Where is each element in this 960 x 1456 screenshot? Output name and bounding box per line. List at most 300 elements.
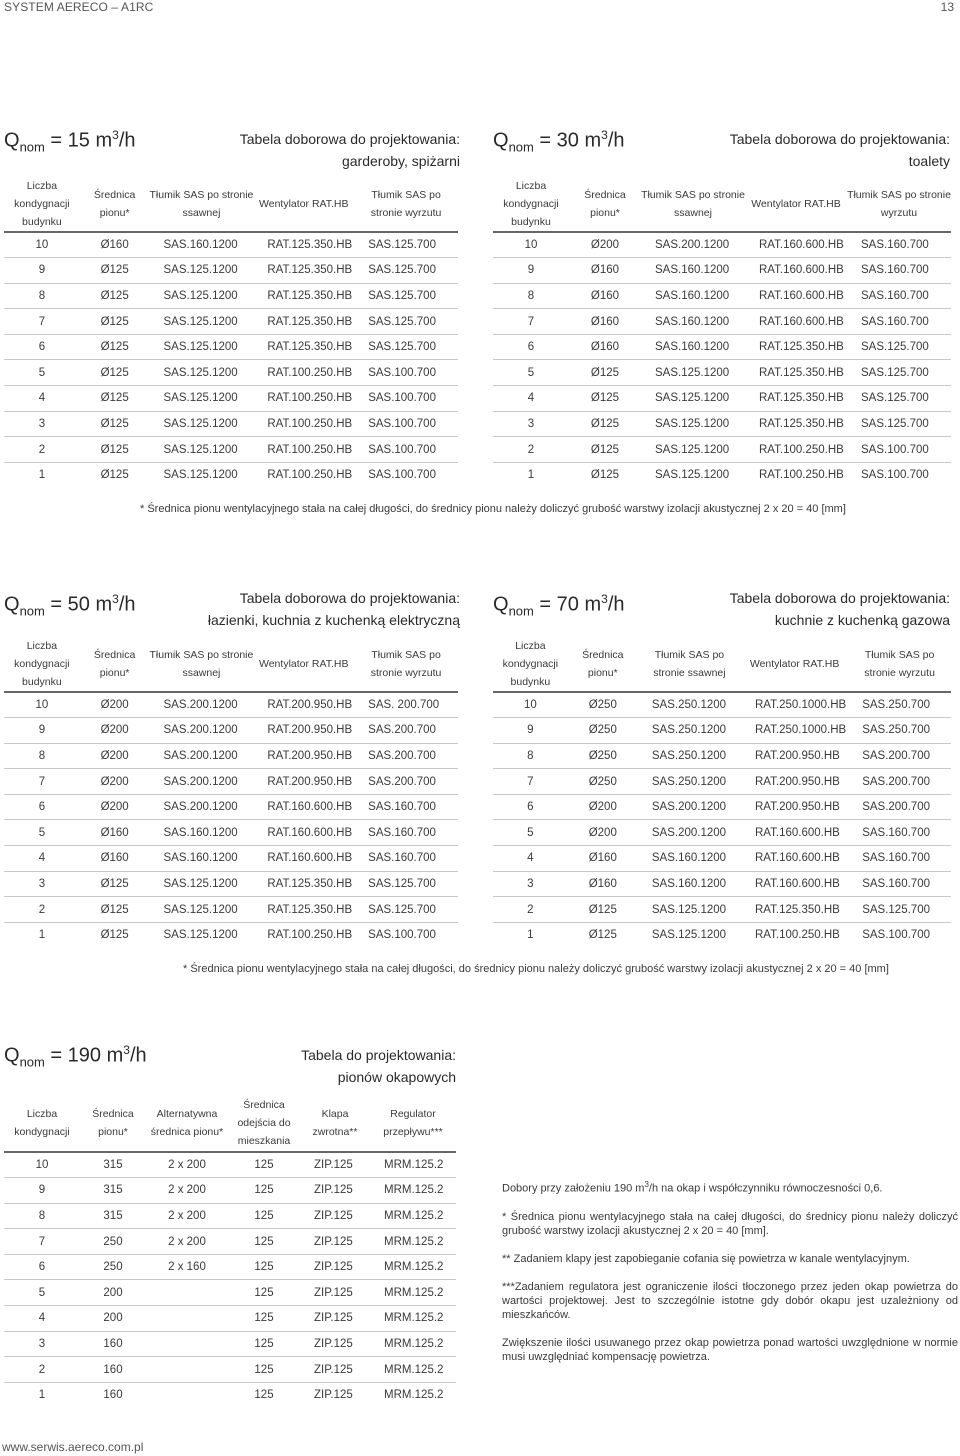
table-row xyxy=(493,309,951,335)
table-cell: RAT.125.350.HB xyxy=(745,360,847,386)
table-cell: SAS.200.700 xyxy=(848,743,951,769)
table-row xyxy=(4,692,458,718)
table-cell: SAS.160.700 xyxy=(848,846,951,872)
col-header: Średnica pionu* xyxy=(93,188,136,219)
table-cell: ZIP.125 xyxy=(300,1152,370,1178)
table-cell: RAT.200.950.HB xyxy=(741,743,848,769)
table-cell: SAS.100.700 xyxy=(354,437,458,463)
table-cell: ZIP.125 xyxy=(300,1280,370,1306)
table-cell: RAT.200.950.HB xyxy=(741,769,848,795)
table-cell: RAT.100.250.HB xyxy=(745,462,847,488)
table-cell: SAS.160.1200 xyxy=(641,334,745,360)
table-header-row xyxy=(4,176,458,232)
table-cell: 9 xyxy=(4,1178,80,1204)
col-header: Regulator przepływu*** xyxy=(383,1107,443,1138)
table-cell: 7 xyxy=(4,769,80,795)
selection-table xyxy=(4,636,458,948)
table-cell: Ø160 xyxy=(80,846,150,872)
table-cell: 1 xyxy=(493,922,568,948)
table-cell: 2 x 200 xyxy=(146,1203,228,1229)
table-cell: RAT.125.350.HB xyxy=(745,334,847,360)
table-cell: Ø250 xyxy=(568,692,638,718)
table-title: Tabela doborowa do projektowania: łazienki, kuchnia z kuchenką elektryczną xyxy=(207,590,460,628)
table-cell: ZIP.125 xyxy=(300,1357,370,1383)
table-cell: 2 x 200 xyxy=(146,1178,228,1204)
table-cell: SAS.125.700 xyxy=(354,334,458,360)
table-row xyxy=(4,1152,456,1178)
table-cell: RAT.100.250.HB xyxy=(253,462,354,488)
table-cell: MRM.125.2 xyxy=(370,1203,456,1229)
table-cell: SAS.160.700 xyxy=(848,871,951,897)
table-cell: SAS.200.1200 xyxy=(641,232,745,258)
table-cell: SAS.160.700 xyxy=(847,309,951,335)
table-cell: SAS.160.1200 xyxy=(638,871,741,897)
table-cell: Ø200 xyxy=(568,820,638,846)
table-cell: SAS.125.1200 xyxy=(150,360,254,386)
table-cell: Ø160 xyxy=(569,283,641,309)
table-cell: SAS.160.700 xyxy=(847,232,951,258)
table-row xyxy=(493,334,951,360)
table-cell: RAT.125.350.HB xyxy=(253,283,354,309)
table-cell: RAT.125.350.HB xyxy=(253,232,354,258)
table-cell: 200 xyxy=(80,1280,146,1306)
table-cell: 250 xyxy=(80,1229,146,1255)
table-cell: 4 xyxy=(493,846,568,872)
selection-table xyxy=(4,176,458,488)
table-cell: 3 xyxy=(4,1331,80,1357)
table-cell: Ø125 xyxy=(80,437,150,463)
table-row xyxy=(493,922,951,948)
table-cell: 2 x 160 xyxy=(146,1254,228,1280)
table-row xyxy=(4,1382,456,1408)
qnom-heading: $Q_{nom} = 50$ $m^3/h$ xyxy=(4,592,136,619)
col-header: Średnica pionu* xyxy=(584,188,626,219)
table-cell: 4 xyxy=(493,386,569,412)
table-cell: 3 xyxy=(4,871,80,897)
col-header: Średnica pionu* xyxy=(93,648,136,679)
footnote-diameter: * Średnica pionu wentylacyjnego stała na całej długości, do średnicy pionu należy doliczyć grubość warstwy izolacji akustycznej 2 x 20 = 40 [mm] xyxy=(140,503,846,515)
table-cell: SAS.125.700 xyxy=(847,360,951,386)
table-title: Tabela do projektowania: pionów okapowych xyxy=(301,1047,456,1085)
table-cell: 2 xyxy=(4,1357,80,1383)
website-link[interactable]: www.serwis.aereco.com.pl xyxy=(2,1440,144,1454)
table-cell: Ø200 xyxy=(569,232,641,258)
table-cell: RAT.100.250.HB xyxy=(253,386,354,412)
table-row xyxy=(4,1229,456,1255)
col-header: Liczba kondygnacji budynku xyxy=(14,639,70,688)
table-cell: SAS.125.1200 xyxy=(150,386,254,412)
table-cell: Ø160 xyxy=(569,334,641,360)
table-cell: SAS.200.1200 xyxy=(149,692,253,718)
col-header: Klapa zwrotna** xyxy=(312,1107,358,1138)
table-cell: SAS.160.1200 xyxy=(641,309,745,335)
table-cell: RAT.125.350.HB xyxy=(253,309,354,335)
note-flap: ** Zadaniem klapy jest zapobieganie cofania się powietrza w kanale wentylacyjnym. xyxy=(502,1252,910,1265)
table-cell: SAS.200.700 xyxy=(354,769,458,795)
table-row xyxy=(493,794,951,820)
table-cell: SAS.125.1200 xyxy=(150,462,254,488)
table-cell: Ø250 xyxy=(568,743,638,769)
table-row xyxy=(4,1306,456,1332)
table-cell: Ø125 xyxy=(80,386,150,412)
table-cell: 2 xyxy=(493,897,568,923)
table-cell: SAS.125.1200 xyxy=(150,334,254,360)
table-cell: 200 xyxy=(80,1306,146,1332)
table-cell: 3 xyxy=(4,411,80,437)
table-cell: Ø200 xyxy=(80,794,150,820)
table-cell: SAS.160.1200 xyxy=(641,258,745,284)
table-cell: ZIP.125 xyxy=(300,1331,370,1357)
table-cell: 315 xyxy=(80,1152,146,1178)
table-cell xyxy=(146,1357,228,1383)
table-row xyxy=(4,1178,456,1204)
table-cell: Ø125 xyxy=(80,411,150,437)
table-cell: Ø125 xyxy=(80,871,150,897)
table-cell: ZIP.125 xyxy=(300,1229,370,1255)
table-row xyxy=(4,334,458,360)
table-cell: SAS.160.1200 xyxy=(149,820,253,846)
table-cell: SAS.160.700 xyxy=(354,820,458,846)
table-cell: SAS.160.700 xyxy=(847,258,951,284)
table-cell: MRM.125.2 xyxy=(370,1357,456,1383)
col-header: Tłumik SAS po stronie wyrzutu xyxy=(370,648,442,679)
table-cell: 6 xyxy=(4,794,80,820)
col-header: Średnica odejścia do mieszkania xyxy=(237,1098,291,1147)
table-cell: 160 xyxy=(80,1331,146,1357)
table-cell: 4 xyxy=(4,1306,80,1332)
table-row xyxy=(493,386,951,412)
table-cell: 7 xyxy=(493,769,568,795)
table-row xyxy=(4,411,458,437)
table-cell xyxy=(146,1331,228,1357)
col-header: Alternatywna średnica pionu* xyxy=(150,1107,224,1138)
table-cell: 1 xyxy=(493,462,569,488)
col-header: Tłumik SAS po stronie ssawnej xyxy=(149,648,254,679)
table-cell: 10 xyxy=(4,1152,80,1178)
table-cell: RAT.125.350.HB xyxy=(745,386,847,412)
table-cell: 315 xyxy=(80,1178,146,1204)
table-cell: SAS.125.1200 xyxy=(150,437,254,463)
table-cell: MRM.125.2 xyxy=(370,1254,456,1280)
table-cell: Ø160 xyxy=(568,846,638,872)
table-cell: 6 xyxy=(4,334,80,360)
table-cell xyxy=(146,1382,228,1408)
selection-table xyxy=(493,176,951,488)
table-cell: RAT.125.350.HB xyxy=(253,897,354,923)
table-row xyxy=(493,718,951,744)
table-cell: 125 xyxy=(228,1152,300,1178)
table-row xyxy=(4,462,458,488)
table-cell: 160 xyxy=(80,1357,146,1383)
table-cell: MRM.125.2 xyxy=(370,1382,456,1408)
table-cell: RAT.160.600.HB xyxy=(741,820,848,846)
table-cell: SAS.125.1200 xyxy=(638,922,741,948)
table-row xyxy=(4,769,458,795)
table-cell: SAS.125.700 xyxy=(847,386,951,412)
note-assumption: Dobory przy założeniu 190 $m^3/h$ na okap i współczynniku równoczesności 0,6. xyxy=(502,1180,883,1195)
table-title: Tabela doborowa do projektowania: toalety xyxy=(729,131,950,169)
table-cell: 2 xyxy=(4,437,80,463)
table-cell: Ø200 xyxy=(80,769,150,795)
table-cell: RAT.100.250.HB xyxy=(253,411,354,437)
table-cell: RAT.125.350.HB xyxy=(253,334,354,360)
table-cell: 5 xyxy=(4,820,80,846)
col-header: Wentylator RAT.HB xyxy=(749,657,840,670)
table-cell: 6 xyxy=(493,334,569,360)
table-cell: Ø125 xyxy=(80,897,150,923)
table-cell: MRM.125.2 xyxy=(370,1331,456,1357)
table-cell: ZIP.125 xyxy=(300,1382,370,1408)
table-cell xyxy=(146,1280,228,1306)
table-row xyxy=(4,1203,456,1229)
table-cell: RAT.125.350.HB xyxy=(745,411,847,437)
table-row xyxy=(493,769,951,795)
table-cell xyxy=(146,1306,228,1332)
header-system-name: SYSTEM AERECO – A1RC xyxy=(4,0,154,14)
col-header: Tłumik SAS po stronie ssawnej xyxy=(641,188,745,219)
table-cell: Ø160 xyxy=(568,871,638,897)
table-cell: 125 xyxy=(228,1331,300,1357)
table-cell: SAS.200.1200 xyxy=(149,794,253,820)
table-cell: 1 xyxy=(4,922,80,948)
table-cell: SAS.200.1200 xyxy=(149,769,253,795)
table-cell: SAS.160.1200 xyxy=(150,232,254,258)
table-cell: Ø200 xyxy=(80,718,150,744)
table-row xyxy=(4,309,458,335)
table-cell: SAS.250.1200 xyxy=(638,769,741,795)
table-cell: MRM.125.2 xyxy=(370,1306,456,1332)
table-cell: 1 xyxy=(4,462,80,488)
table-row xyxy=(4,258,458,284)
table-cell: RAT.160.600.HB xyxy=(745,232,847,258)
table-row xyxy=(4,386,458,412)
table-row xyxy=(4,743,458,769)
table-header-row xyxy=(493,636,951,692)
table-cell: ZIP.125 xyxy=(300,1254,370,1280)
table-cell: 7 xyxy=(4,1229,80,1255)
table-cell: 10 xyxy=(4,232,80,258)
table-cell: 125 xyxy=(228,1357,300,1383)
note-diameter: * Średnica pionu wentylacyjnego stała na całej długości, do średnicy pionu należy doliczyć grubość warstwy izolacji akustycznej 2 x 20 = 40 [mm]. xyxy=(502,1210,958,1237)
table-cell: SAS.160.700 xyxy=(848,820,951,846)
table-cell: Ø125 xyxy=(80,258,150,284)
table-cell: RAT.160.600.HB xyxy=(745,258,847,284)
table-cell: SAS.125.700 xyxy=(354,258,458,284)
table-cell: 4 xyxy=(4,386,80,412)
page-header xyxy=(0,0,960,16)
table-cell: SAS.125.1200 xyxy=(150,411,254,437)
table-cell: 125 xyxy=(228,1280,300,1306)
table-cell: SAS.125.1200 xyxy=(641,437,745,463)
table-cell: ZIP.125 xyxy=(300,1203,370,1229)
table-row xyxy=(493,462,951,488)
table-cell: SAS.125.700 xyxy=(847,334,951,360)
table-cell: SAS.125.1200 xyxy=(150,309,254,335)
table-cell: Ø125 xyxy=(568,897,638,923)
table-row xyxy=(4,871,458,897)
table-cell: Ø160 xyxy=(80,232,150,258)
table-cell: 9 xyxy=(4,258,80,284)
col-header: Wentylator RAT.HB xyxy=(259,197,349,210)
table-cell: SAS.250.700 xyxy=(848,692,951,718)
table-cell: SAS.100.700 xyxy=(354,922,458,948)
table-cell: SAS.125.1200 xyxy=(149,871,253,897)
table-cell: SAS.125.700 xyxy=(354,309,458,335)
table-cell: RAT.125.350.HB xyxy=(741,897,848,923)
table-cell: Ø200 xyxy=(80,743,150,769)
col-header: Tłumik SAS po stronie ssawnej xyxy=(653,648,726,679)
table-cell: 5 xyxy=(493,820,568,846)
table-cell: SAS.200.1200 xyxy=(149,718,253,744)
table-cell: SAS.200.1200 xyxy=(149,743,253,769)
table-cell: SAS.100.700 xyxy=(354,386,458,412)
table-cell: SAS.125.1200 xyxy=(150,283,254,309)
table-row xyxy=(493,232,951,258)
table-cell: RAT.100.250.HB xyxy=(741,922,848,948)
table-cell: SAS.125.1200 xyxy=(638,897,741,923)
col-header: Tłumik SAS po stronie ssawnej xyxy=(149,188,254,219)
table-cell: SAS.125.700 xyxy=(354,232,458,258)
table-cell: SAS.100.700 xyxy=(354,360,458,386)
table-cell: 8 xyxy=(493,743,568,769)
table-cell: MRM.125.2 xyxy=(370,1178,456,1204)
table-cell: SAS.100.700 xyxy=(847,462,951,488)
col-header: Średnica pionu* xyxy=(582,648,624,679)
table-row xyxy=(493,411,951,437)
table-cell: Ø125 xyxy=(80,334,150,360)
table-cell: SAS.160.1200 xyxy=(149,846,253,872)
table-row xyxy=(493,871,951,897)
table-cell: 2 xyxy=(4,897,80,923)
table-cell: Ø125 xyxy=(569,437,641,463)
table-cell: 125 xyxy=(228,1178,300,1204)
table-cell: RAT.160.600.HB xyxy=(741,846,848,872)
table-cell: SAS.125.1200 xyxy=(149,922,253,948)
table-cell: SAS.100.700 xyxy=(354,462,458,488)
table-cell: SAS.160.700 xyxy=(354,794,458,820)
table-row xyxy=(493,897,951,923)
table-cell: ZIP.125 xyxy=(300,1306,370,1332)
table-cell: RAT.100.250.HB xyxy=(253,922,354,948)
table-cell: SAS.250.1200 xyxy=(638,718,741,744)
table-cell: SAS.200.700 xyxy=(848,769,951,795)
table-cell: 7 xyxy=(493,309,569,335)
table-header-row xyxy=(493,176,951,232)
hood-riser-table xyxy=(4,1094,456,1408)
table-cell: SAS.160.700 xyxy=(354,846,458,872)
table-cell: SAS.125.1200 xyxy=(149,897,253,923)
table-cell: Ø125 xyxy=(80,922,150,948)
table-header-row xyxy=(4,1094,456,1152)
table-cell: RAT.160.600.HB xyxy=(741,871,848,897)
table-row xyxy=(4,846,458,872)
table-cell: 4 xyxy=(4,846,80,872)
table-cell: SAS.125.1200 xyxy=(641,411,745,437)
table-row xyxy=(493,743,951,769)
table-cell: 8 xyxy=(493,283,569,309)
note-regulator: ***Zadaniem regulatora jest ograniczenie ilości tłoczonego przez jeden okap powietrza do wartości projektowej. Jest to szczególnie istotne gdy dobór okapu jest uzależniony od mieszkańców. xyxy=(502,1280,958,1321)
table-row xyxy=(4,1357,456,1383)
table-cell: 3 xyxy=(493,871,568,897)
table-title: Tabela doborowa do projektowania: garderoby, spiżarni xyxy=(239,131,460,169)
table-cell: 7 xyxy=(4,309,80,335)
table-cell: RAT.100.250.HB xyxy=(253,360,354,386)
table-row xyxy=(493,360,951,386)
table-row xyxy=(4,1280,456,1306)
table-cell: 250 xyxy=(80,1254,146,1280)
table-cell: Ø125 xyxy=(80,283,150,309)
table-cell: 1 xyxy=(4,1382,80,1408)
table-cell: SAS.125.1200 xyxy=(641,462,745,488)
table-cell: RAT.200.950.HB xyxy=(253,743,354,769)
table-row xyxy=(4,794,458,820)
table-cell: RAT.160.600.HB xyxy=(253,794,354,820)
table-cell: SAS.160.1200 xyxy=(638,846,741,872)
table-cell: 5 xyxy=(4,1280,80,1306)
table-cell: Ø160 xyxy=(569,309,641,335)
table-cell: Ø200 xyxy=(568,794,638,820)
table-cell: ZIP.125 xyxy=(300,1178,370,1204)
table-cell: 8 xyxy=(4,743,80,769)
table-cell: SAS.200.1200 xyxy=(638,820,741,846)
col-header: Wentylator RAT.HB xyxy=(259,657,349,670)
table-cell: Ø250 xyxy=(568,769,638,795)
table-row xyxy=(493,437,951,463)
table-row xyxy=(4,283,458,309)
table-cell: SAS.200.700 xyxy=(354,718,458,744)
table-cell: Ø125 xyxy=(569,360,641,386)
table-cell: SAS.125.700 xyxy=(847,411,951,437)
table-cell: 160 xyxy=(80,1382,146,1408)
hood-notes xyxy=(502,1178,958,1378)
table-cell: Ø125 xyxy=(80,360,150,386)
table-cell: SAS.100.700 xyxy=(848,922,951,948)
table-cell: RAT.160.600.HB xyxy=(253,820,354,846)
table-cell: SAS.100.700 xyxy=(354,411,458,437)
table-cell: Ø160 xyxy=(80,820,150,846)
table-cell: 6 xyxy=(4,1254,80,1280)
table-cell: 5 xyxy=(4,360,80,386)
table-row xyxy=(4,897,458,923)
col-header: Tłumik SAS po stronie wyrzutu xyxy=(847,188,951,219)
table-cell: SAS.160.700 xyxy=(847,283,951,309)
table-cell: 315 xyxy=(80,1203,146,1229)
table-cell: Ø250 xyxy=(568,718,638,744)
table-cell: 9 xyxy=(493,258,569,284)
table-cell: RAT.160.600.HB xyxy=(745,283,847,309)
table-cell: RAT.160.600.HB xyxy=(253,846,354,872)
table-cell: RAT.200.950.HB xyxy=(253,769,354,795)
col-header: Liczba kondygnacji budynku xyxy=(14,179,70,228)
table-cell: 125 xyxy=(228,1229,300,1255)
table-cell: MRM.125.2 xyxy=(370,1152,456,1178)
table-cell: 10 xyxy=(493,692,568,718)
table-cell: SAS.200.700 xyxy=(848,794,951,820)
table-row xyxy=(4,360,458,386)
col-header: Liczba kondygnacji budynku xyxy=(503,179,559,228)
table-cell: MRM.125.2 xyxy=(370,1280,456,1306)
table-cell: SAS.200.700 xyxy=(354,743,458,769)
qnom-heading: $Q_{nom} = 30$ $m^3/h$ xyxy=(493,128,625,155)
table-row xyxy=(493,283,951,309)
footnote-diameter: * Średnica pionu wentylacyjnego stała na całej długości, do średnicy pionu należy doliczyć grubość warstwy izolacji akustycznej 2 x 20 = 40 [mm] xyxy=(183,963,889,975)
table-cell: Ø200 xyxy=(80,692,150,718)
table-cell: RAT.125.350.HB xyxy=(253,871,354,897)
table-cell: Ø125 xyxy=(569,386,641,412)
table-cell: 2 x 200 xyxy=(146,1152,228,1178)
table-cell: RAT.200.950.HB xyxy=(253,692,354,718)
table-cell: SAS. 200.700 xyxy=(354,692,458,718)
